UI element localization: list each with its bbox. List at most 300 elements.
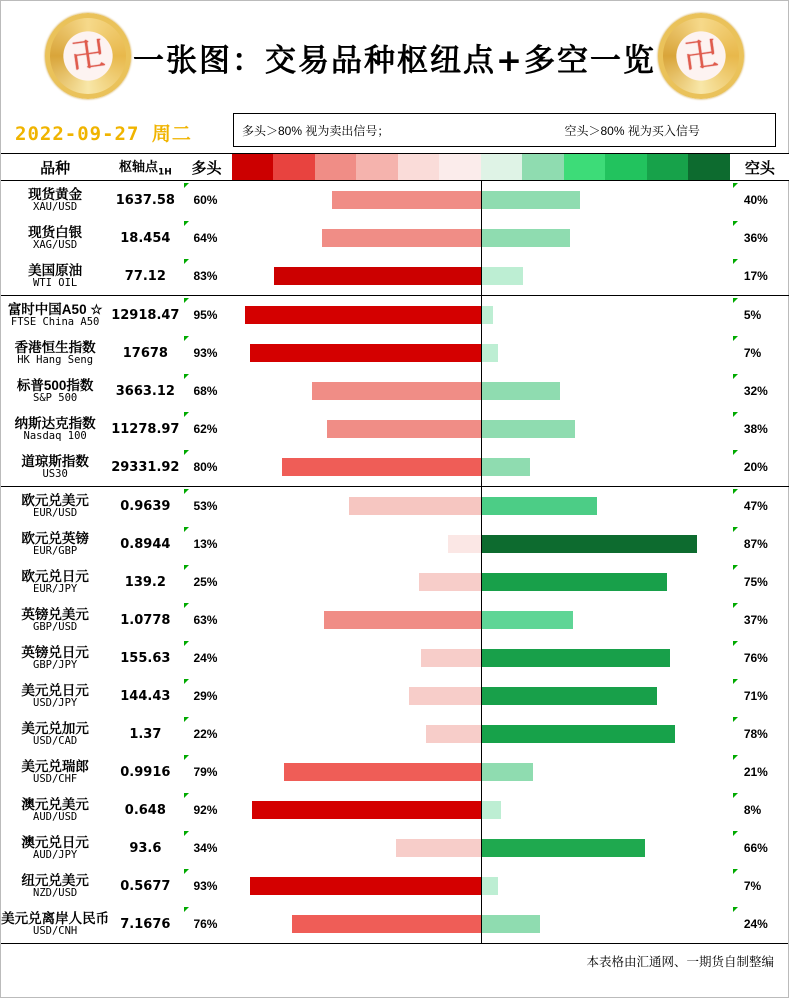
center-axis [481, 296, 482, 334]
center-axis [481, 372, 482, 410]
footer-note: 本表格由汇通网、一期货自制整编 [1, 943, 788, 970]
sentiment-bar-cell [232, 372, 730, 410]
bar-wrapper [232, 715, 730, 753]
page-title: 一张图：交易品种枢纽点+多空一览 [133, 42, 656, 79]
long-percent: 80% [181, 448, 231, 487]
long-bar [409, 687, 481, 705]
col-pivot [109, 154, 181, 181]
bar-wrapper [232, 677, 730, 715]
sentiment-bar-cell [232, 829, 730, 867]
symbol-name-cn: 纽元兑美元 [21, 872, 89, 888]
marker-icon [733, 489, 738, 494]
symbol-name-cn: 美元兑瑞郎 [21, 758, 89, 774]
center-axis [481, 563, 482, 601]
pivot-value: 12918.47 [109, 296, 181, 335]
col-pivot-sub: 1H [157, 167, 172, 178]
symbol-name-cn: 富时中国A50 ☆ [7, 301, 103, 317]
table-row[interactable] [1, 715, 789, 753]
table-row[interactable] [1, 829, 789, 867]
symbol-cell [1, 257, 109, 296]
center-axis [481, 219, 482, 257]
marker-icon [733, 336, 738, 341]
long-percent: 79% [181, 753, 231, 791]
center-axis [481, 410, 482, 448]
table-row[interactable] [1, 753, 789, 791]
pivot-value: 144.43 [120, 688, 171, 704]
table-row[interactable] [1, 791, 789, 829]
pivot-value: 155.63 [120, 650, 171, 666]
long-percent: 63% [181, 601, 231, 639]
symbol-name-en: EUR/JPY [33, 582, 78, 595]
scale-swatch [273, 154, 315, 180]
symbol-cell [1, 563, 109, 601]
symbol-name-en: XAU/USD [33, 200, 78, 213]
table-row[interactable] [1, 487, 789, 526]
pivot-value: 139.2 [124, 574, 166, 590]
long-bar [284, 763, 480, 781]
marker-icon [184, 374, 189, 379]
long-bar [282, 458, 481, 476]
short-percent: 20% [730, 448, 789, 487]
symbol-cell [1, 601, 109, 639]
center-axis [481, 525, 482, 563]
bar-wrapper [232, 563, 730, 601]
marker-icon [184, 489, 189, 494]
marker-icon [733, 527, 738, 532]
scale-swatch [232, 154, 274, 180]
symbol-name-en: NZD/USD [33, 886, 78, 899]
symbol-name-en: US30 [42, 467, 68, 480]
short-bar [481, 763, 533, 781]
center-axis [481, 829, 482, 867]
bar-wrapper [232, 410, 730, 448]
short-percent: 36% [730, 219, 789, 257]
sentiment-bar-cell [232, 753, 730, 791]
symbol-name-cn: 标普500指数 [16, 377, 94, 393]
bar-wrapper [232, 296, 730, 334]
symbol-cell [1, 181, 109, 220]
pivot-value: 18.454 [120, 230, 171, 246]
short-percent: 32% [730, 372, 789, 410]
long-bar [396, 839, 480, 857]
center-axis [481, 487, 482, 525]
symbol-name-en: USD/CAD [33, 734, 78, 747]
short-bar [481, 382, 561, 400]
col-short: 空头 [730, 154, 789, 181]
long-percent: 13% [181, 525, 231, 563]
sentiment-bar-cell [232, 905, 730, 943]
long-percent: 83% [181, 257, 231, 296]
short-bar [481, 191, 580, 209]
marker-icon [184, 717, 189, 722]
col-symbol: 品种 [1, 154, 109, 181]
symbol-name-en: WTI OIL [33, 276, 78, 289]
marker-icon [733, 183, 738, 188]
long-bar [250, 344, 481, 362]
pivot-value: 0.9639 [109, 487, 181, 526]
marker-icon [733, 259, 738, 264]
short-bar [481, 573, 667, 591]
long-percent: 64% [181, 219, 231, 257]
symbol-name-cn: 美元兑加元 [21, 720, 89, 736]
table-row[interactable] [1, 219, 789, 257]
table-row[interactable] [1, 181, 789, 220]
long-bar [292, 915, 481, 933]
long-percent: 29% [181, 677, 231, 715]
marker-icon [733, 298, 738, 303]
short-bar [481, 306, 493, 324]
sentiment-bar-cell [232, 563, 730, 601]
symbol-cell [1, 905, 109, 943]
short-bar [481, 725, 675, 743]
table-row[interactable] [1, 525, 789, 563]
marker-icon [733, 603, 738, 608]
long-bar [322, 229, 481, 247]
center-axis [481, 753, 482, 791]
symbol-name-en: USD/CHF [33, 772, 78, 785]
bar-wrapper [232, 905, 730, 943]
short-percent: 75% [730, 563, 789, 601]
symbol-name-cn: 现货黄金 [28, 186, 83, 202]
symbol-cell [1, 677, 109, 715]
short-bar [481, 687, 657, 705]
legend-buy-note: 空头＞80% 视为买入信号 [564, 123, 700, 138]
short-percent: 78% [730, 715, 789, 753]
symbol-name-en: EUR/USD [33, 506, 78, 519]
bar-wrapper [232, 257, 730, 295]
bar-wrapper [232, 639, 730, 677]
long-bar [327, 420, 481, 438]
short-percent: 47% [730, 487, 789, 526]
long-bar [312, 382, 481, 400]
short-percent: 8% [730, 791, 789, 829]
marker-icon [184, 336, 189, 341]
sentiment-bar-cell [232, 715, 730, 753]
scale-swatch [605, 154, 647, 180]
bar-wrapper [232, 487, 730, 525]
logo-left-icon [45, 13, 131, 99]
marker-icon [733, 221, 738, 226]
symbol-name-en: AUD/JPY [33, 848, 78, 861]
long-percent: 93% [181, 867, 231, 905]
scale-swatch [356, 154, 398, 180]
marker-icon [733, 907, 738, 912]
symbol-name-en: GBP/JPY [33, 658, 78, 671]
center-axis [481, 181, 482, 219]
pivot-value: 17678 [122, 345, 168, 361]
short-bar [481, 458, 531, 476]
pivot-value: 7.1676 [120, 916, 171, 932]
short-percent: 38% [730, 410, 789, 448]
short-bar [481, 915, 541, 933]
long-percent: 25% [181, 563, 231, 601]
symbol-name-en: EUR/GBP [33, 544, 78, 557]
center-axis [481, 639, 482, 677]
marker-icon [184, 907, 189, 912]
symbol-name-cn: 欧元兑美元 [21, 492, 89, 508]
center-axis [481, 257, 482, 295]
marker-icon [184, 679, 189, 684]
short-percent: 5% [730, 296, 789, 335]
short-bar [481, 649, 670, 667]
marker-icon [184, 831, 189, 836]
short-percent: 7% [730, 334, 789, 372]
marker-icon [184, 793, 189, 798]
pivot-value: 93.6 [129, 840, 162, 856]
symbol-name-en: USD/CNH [33, 924, 78, 937]
bar-wrapper [232, 372, 730, 410]
symbol-cell [1, 753, 109, 791]
long-bar [421, 649, 481, 667]
marker-icon [184, 527, 189, 532]
long-percent: 24% [181, 639, 231, 677]
short-percent: 24% [730, 905, 789, 943]
sentiment-bar-cell [232, 639, 730, 677]
scale-swatch [688, 154, 730, 180]
long-percent: 76% [181, 905, 231, 943]
marker-icon [184, 641, 189, 646]
col-long: 多头 [181, 154, 231, 181]
sentiment-table [1, 153, 789, 943]
short-percent: 66% [730, 829, 789, 867]
marker-icon [733, 793, 738, 798]
marker-icon [733, 374, 738, 379]
symbol-cell [1, 791, 109, 829]
logo-right-mark: 卍 [681, 34, 721, 78]
marker-icon [184, 565, 189, 570]
long-bar [332, 191, 481, 209]
sentiment-bar-cell [232, 601, 730, 639]
marker-icon [184, 412, 189, 417]
symbol-cell [1, 867, 109, 905]
symbol-name-en: S&P 500 [33, 391, 78, 404]
symbol-name-en: HK Hang Seng [17, 353, 94, 366]
long-bar [250, 877, 481, 895]
bar-wrapper [232, 334, 730, 372]
short-bar [481, 229, 570, 247]
long-bar [426, 725, 481, 743]
short-percent: 40% [730, 181, 789, 220]
marker-icon [733, 565, 738, 570]
table-row[interactable] [1, 448, 789, 487]
center-axis [481, 905, 482, 943]
marker-icon [184, 183, 189, 188]
marker-icon [184, 450, 189, 455]
long-bar [419, 573, 481, 591]
bar-wrapper [232, 181, 730, 219]
symbol-name-cn: 现货白银 [28, 224, 83, 240]
sentiment-bar-cell [232, 448, 730, 487]
bar-wrapper [232, 791, 730, 829]
symbol-name-cn: 美元兑日元 [21, 682, 89, 698]
marker-icon [733, 679, 738, 684]
short-bar [481, 420, 575, 438]
marker-icon [733, 641, 738, 646]
marker-icon [733, 717, 738, 722]
symbol-name-cn: 澳元兑美元 [21, 796, 89, 812]
center-axis [481, 334, 482, 372]
symbol-cell [1, 525, 109, 563]
symbol-cell [1, 639, 109, 677]
center-axis [481, 448, 482, 486]
marker-icon [733, 412, 738, 417]
symbol-name-en: Nasdaq 100 [23, 429, 87, 442]
table-row[interactable] [1, 905, 789, 943]
symbol-cell [1, 829, 109, 867]
sentiment-bar-cell [232, 677, 730, 715]
long-percent: 34% [181, 829, 231, 867]
center-axis [481, 677, 482, 715]
long-percent: 92% [181, 791, 231, 829]
table-row[interactable] [1, 296, 789, 335]
short-percent: 7% [730, 867, 789, 905]
symbol-name-cn: 道琼斯指数 [21, 453, 89, 469]
long-bar [274, 267, 480, 285]
sentiment-bar-cell [232, 296, 730, 335]
table-row[interactable] [1, 867, 789, 905]
symbol-cell [1, 448, 109, 487]
page-header [1, 1, 788, 113]
symbol-name-cn: 美国原油 [28, 262, 83, 278]
pivot-value: 29331.92 [111, 459, 180, 475]
short-bar [481, 497, 598, 515]
pivot-value: 1.37 [129, 726, 162, 742]
sentiment-bar-cell [232, 181, 730, 220]
short-bar [481, 839, 645, 857]
center-axis [481, 867, 482, 905]
col-scale [232, 154, 730, 181]
pivot-value: 11278.97 [111, 421, 180, 437]
marker-icon [184, 869, 189, 874]
table-row[interactable] [1, 410, 789, 448]
long-bar [324, 611, 481, 629]
symbol-cell [1, 715, 109, 753]
long-percent: 95% [181, 296, 231, 335]
long-percent: 68% [181, 372, 231, 410]
bar-wrapper [232, 753, 730, 791]
scale-swatch [315, 154, 357, 180]
table-row[interactable] [1, 563, 789, 601]
short-percent: 37% [730, 601, 789, 639]
symbol-name-cn: 欧元兑英镑 [21, 530, 89, 546]
symbol-name-cn: 纳斯达克指数 [14, 415, 96, 431]
long-percent: 93% [181, 334, 231, 372]
symbol-name-en: XAG/USD [33, 238, 78, 251]
sentiment-bar-cell [232, 334, 730, 372]
symbol-name-cn: 美元兑离岸人民币 [1, 910, 110, 926]
long-percent: 60% [181, 181, 231, 220]
scale-swatch [439, 154, 481, 180]
pivot-value: 1.0778 [120, 612, 171, 628]
short-bar [481, 877, 498, 895]
symbol-name-en: USD/JPY [33, 696, 78, 709]
sentiment-bar-cell [232, 791, 730, 829]
short-percent: 21% [730, 753, 789, 791]
symbol-name-cn: 英镑兑日元 [21, 644, 89, 660]
symbol-name-en: AUD/USD [33, 810, 78, 823]
pivot-value: 0.648 [124, 802, 166, 818]
short-percent: 76% [730, 639, 789, 677]
col-pivot-label: 枢轴点 [118, 160, 158, 176]
short-percent: 71% [730, 677, 789, 715]
long-percent: 62% [181, 410, 231, 448]
symbol-name-cn: 欧元兑日元 [21, 568, 89, 584]
sentiment-bar-cell [232, 525, 730, 563]
pivot-value: 0.8944 [120, 536, 171, 552]
short-bar [481, 611, 573, 629]
marker-icon [733, 869, 738, 874]
sentiment-bar-cell [232, 867, 730, 905]
short-bar [481, 267, 523, 285]
table-row[interactable] [1, 677, 789, 715]
long-bar [349, 497, 481, 515]
symbol-name-cn: 澳元兑日元 [21, 834, 89, 850]
table-row[interactable] [1, 372, 789, 410]
legend-box [233, 113, 776, 147]
marker-icon [184, 755, 189, 760]
bar-wrapper [232, 219, 730, 257]
short-percent: 87% [730, 525, 789, 563]
symbol-cell [1, 296, 109, 335]
long-bar [252, 801, 481, 819]
pivot-value: 0.5677 [120, 878, 171, 894]
symbol-cell [1, 372, 109, 410]
pivot-value: 0.9916 [120, 764, 171, 780]
marker-icon [733, 755, 738, 760]
bar-wrapper [232, 525, 730, 563]
scale-swatch [564, 154, 606, 180]
bar-wrapper [232, 867, 730, 905]
symbol-cell [1, 334, 109, 372]
sentiment-bar-cell [232, 410, 730, 448]
logo-left-mark: 卍 [68, 34, 108, 78]
short-bar [481, 344, 498, 362]
short-bar [481, 801, 501, 819]
marker-icon [184, 221, 189, 226]
symbol-name-cn: 英镑兑美元 [21, 606, 89, 622]
center-axis [481, 791, 482, 829]
symbol-cell [1, 487, 109, 526]
pivot-value: 1637.58 [109, 181, 181, 220]
long-bar [448, 535, 480, 553]
bar-wrapper [232, 448, 730, 486]
symbol-name-cn: 香港恒生指数 [14, 339, 96, 355]
sentiment-bar-cell [232, 219, 730, 257]
table-head [1, 154, 789, 181]
long-percent: 53% [181, 487, 231, 526]
sentiment-bar-cell [232, 257, 730, 296]
table-row[interactable] [1, 257, 789, 296]
marker-icon [184, 298, 189, 303]
scale-swatch [481, 154, 523, 180]
pivot-value: 3663.12 [115, 383, 175, 399]
table-row[interactable] [1, 639, 789, 677]
table-body [1, 181, 789, 944]
scale-strip [232, 154, 730, 180]
bar-wrapper [232, 829, 730, 867]
center-axis [481, 715, 482, 753]
table-row[interactable] [1, 601, 789, 639]
marker-icon [733, 450, 738, 455]
report-date: 2022-09-27 周二 [15, 123, 192, 145]
scale-swatch [522, 154, 564, 180]
scale-swatch [647, 154, 689, 180]
table-row[interactable] [1, 334, 789, 372]
symbol-name-en: GBP/USD [33, 620, 78, 633]
short-bar [481, 535, 697, 553]
marker-icon [733, 831, 738, 836]
legend-sell-note: 多头＞80% 视为卖出信号； [242, 123, 390, 138]
